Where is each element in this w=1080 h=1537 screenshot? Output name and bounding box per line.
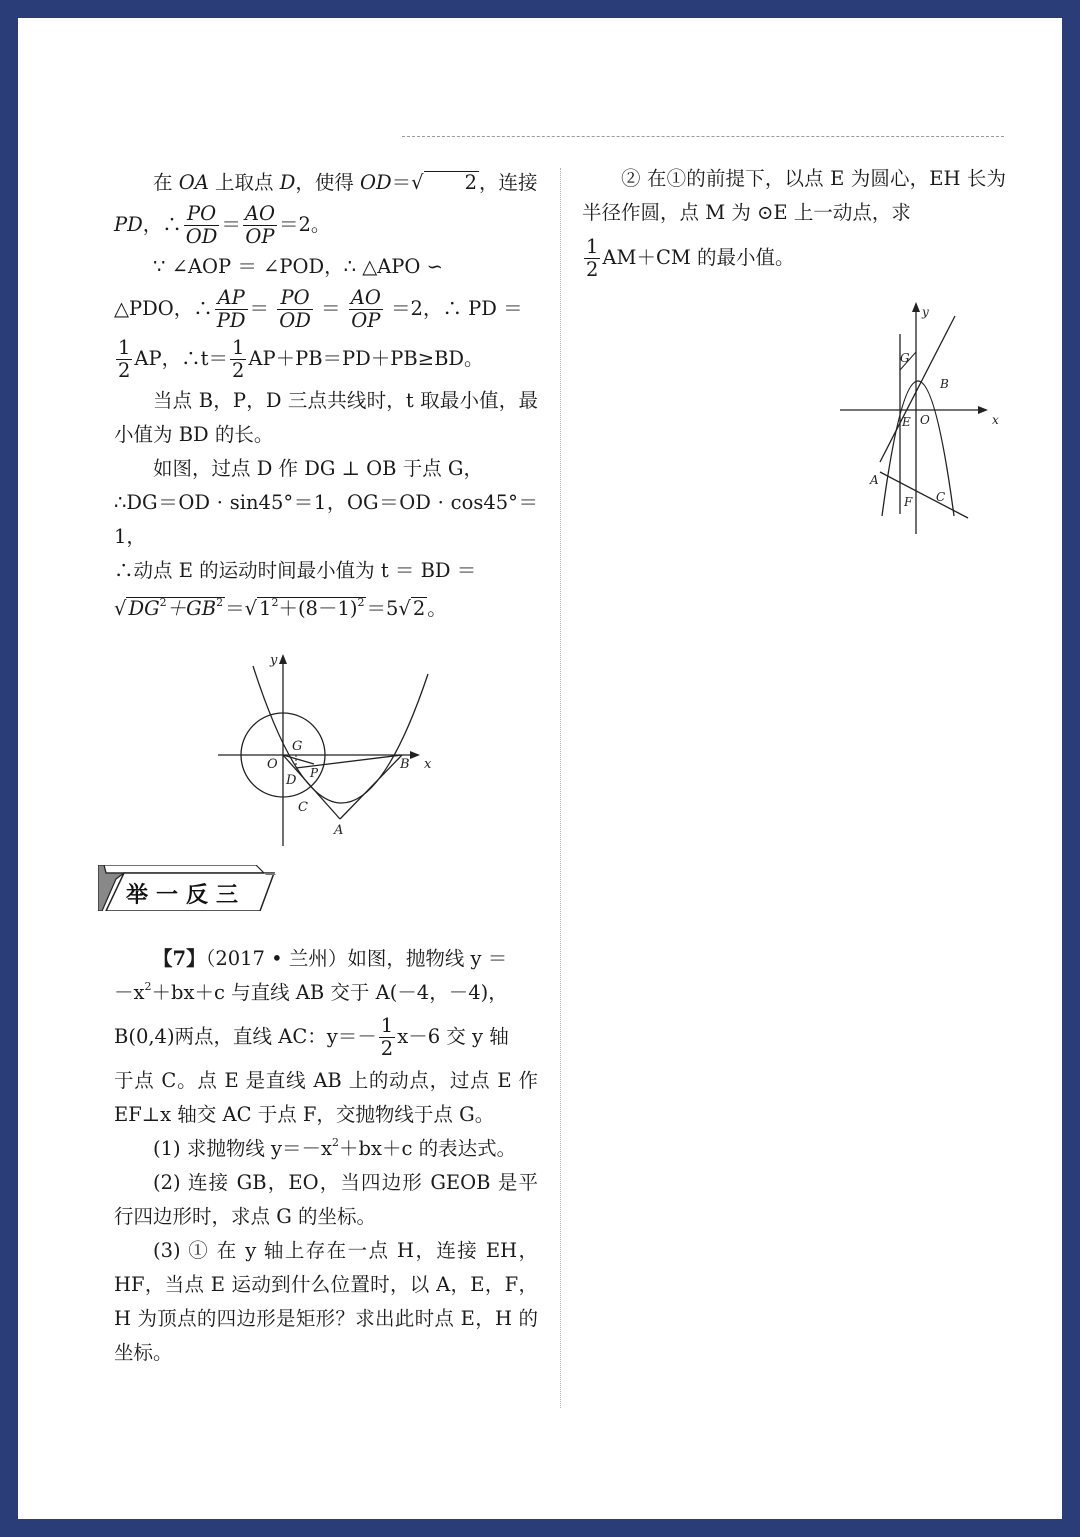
question-1: (1) 求抛物线 $y=-x^2+bx+c$ 的表达式。 bbox=[153, 1136, 517, 1160]
solution-para-1b: PD，∴ $\frac{PO}{OD}$ ＝ $\frac{AO}{OP}$ ＝2。 bbox=[114, 201, 331, 248]
fig1-parabola bbox=[253, 666, 428, 803]
fig1-label-x: x bbox=[424, 757, 432, 772]
fig1-x-arrow bbox=[410, 751, 420, 759]
fig2-label-C: C bbox=[936, 490, 946, 504]
question-3b: ② 在①的前提下，以点 E 为圆心，EH 长为半径作圆，点 M 为 ⊙E 上一动点，求 bbox=[582, 167, 1006, 224]
solution-para-2: ∵ ∠AOP ＝ ∠POD，∴ △APO ∽ bbox=[153, 255, 443, 278]
question-3: (3) ① 在 y 轴上存在一点 H，连接 EH，HF，当点 E 运动到什么位置时，以 A，E，F，H 为顶点的四边形是矩形？求出此时点 E，H 的坐标。 bbox=[114, 1239, 538, 1364]
problem-line-3: B(0,4)两点，直线 AC：y＝－ $\frac{1}{2}$ x－6 交 y 轴 bbox=[114, 1013, 509, 1060]
fig2-label-E: E bbox=[902, 415, 911, 429]
solution-para-2b: △PDO，∴ $\frac{AP}{PD}$ ＝ $\frac{PO}{OD}$ ＝ $\frac{AO}{OP}$ ＝2，∴ PD ＝ bbox=[114, 285, 523, 332]
fig1-label-P: P bbox=[310, 766, 319, 780]
fig1-label-O: O bbox=[267, 757, 278, 772]
figure-circle-parabola bbox=[198, 636, 458, 856]
fig1-y-arrow bbox=[279, 654, 287, 664]
fig2-y-arrow bbox=[912, 302, 920, 312]
problem-7 bbox=[114, 942, 538, 1370]
question-2: (2) 连接 GB，EO，当四边形 GEOB 是平行四边形时，求点 G 的坐标。 bbox=[114, 1171, 538, 1228]
fig1-label-A: A bbox=[334, 823, 344, 838]
fig2-x-arrow bbox=[978, 406, 988, 414]
column-divider bbox=[560, 168, 561, 1408]
solution-para-5b: ∴DG＝OD · sin45°＝1，OG＝OD · cos45°＝1， bbox=[114, 491, 538, 548]
fig1-label-y: y bbox=[270, 653, 278, 668]
solution-para-5c: ∴动点 E 的运动时间最小值为 t ＝ BD ＝ bbox=[114, 559, 477, 582]
fig2-label-y: y bbox=[922, 305, 929, 319]
fig1-label-B: B bbox=[400, 757, 410, 772]
fig1-label-C: C bbox=[298, 800, 308, 815]
fig2-line-AC bbox=[880, 472, 968, 518]
fig2-label-B: B bbox=[940, 377, 949, 391]
figure-parabola-lines bbox=[830, 286, 1010, 546]
fig1-label-G: G bbox=[292, 739, 303, 754]
fig2-label-G: G bbox=[900, 351, 910, 365]
problem-line-4: 于点 C。点 E 是直线 AB 上的动点，过点 E 作 EF⊥x 轴交 AC 于点 F，交抛物线于点 G。 bbox=[114, 1069, 538, 1126]
fig1-label-D: D bbox=[286, 773, 297, 788]
fig1-line-AB bbox=[340, 755, 402, 819]
page bbox=[18, 18, 1062, 1519]
question-3b-end: $\frac{1}{2}$ AM＋CM 的最小值。 bbox=[586, 234, 795, 281]
header-divider bbox=[402, 136, 1004, 137]
solution-para-4: 当点 B，P，D 三点共线时，t 取最小值，最小值为 BD 的长。 bbox=[114, 389, 538, 446]
solution-para-3: $\frac{1}{2}$ AP，∴t＝ $\frac{1}{2}$ AP＋PB＝PD＋PB≥BD。 bbox=[118, 335, 484, 382]
section-banner-title: 举一反三 bbox=[126, 883, 247, 908]
left-column bbox=[114, 166, 538, 630]
solution-para-1: 在 OA 上取点 D，使得 OD＝√ 2 ，连接 bbox=[153, 171, 538, 194]
fig2-label-A: A bbox=[870, 473, 879, 487]
fig2-label-x: x bbox=[992, 413, 999, 427]
solution-para-5: 如图，过点 D 作 DG ⊥ OB 于点 G， bbox=[153, 457, 483, 480]
fig2-label-F: F bbox=[904, 495, 913, 509]
problem-line-1: 【7】（2017 • 兰州）如图，抛物线 y ＝ bbox=[153, 947, 508, 970]
right-column bbox=[582, 162, 1006, 286]
fig2-label-O: O bbox=[920, 413, 930, 427]
solution-para-5d: √ $DG^2+GB^2$ ＝√ $1^2+(8-1)^2 =5√$ 2 。 bbox=[114, 596, 447, 620]
problem-line-2: $-x^2+bx+c$ 与直线 AB 交于 A(－4，－4)， bbox=[114, 980, 508, 1004]
